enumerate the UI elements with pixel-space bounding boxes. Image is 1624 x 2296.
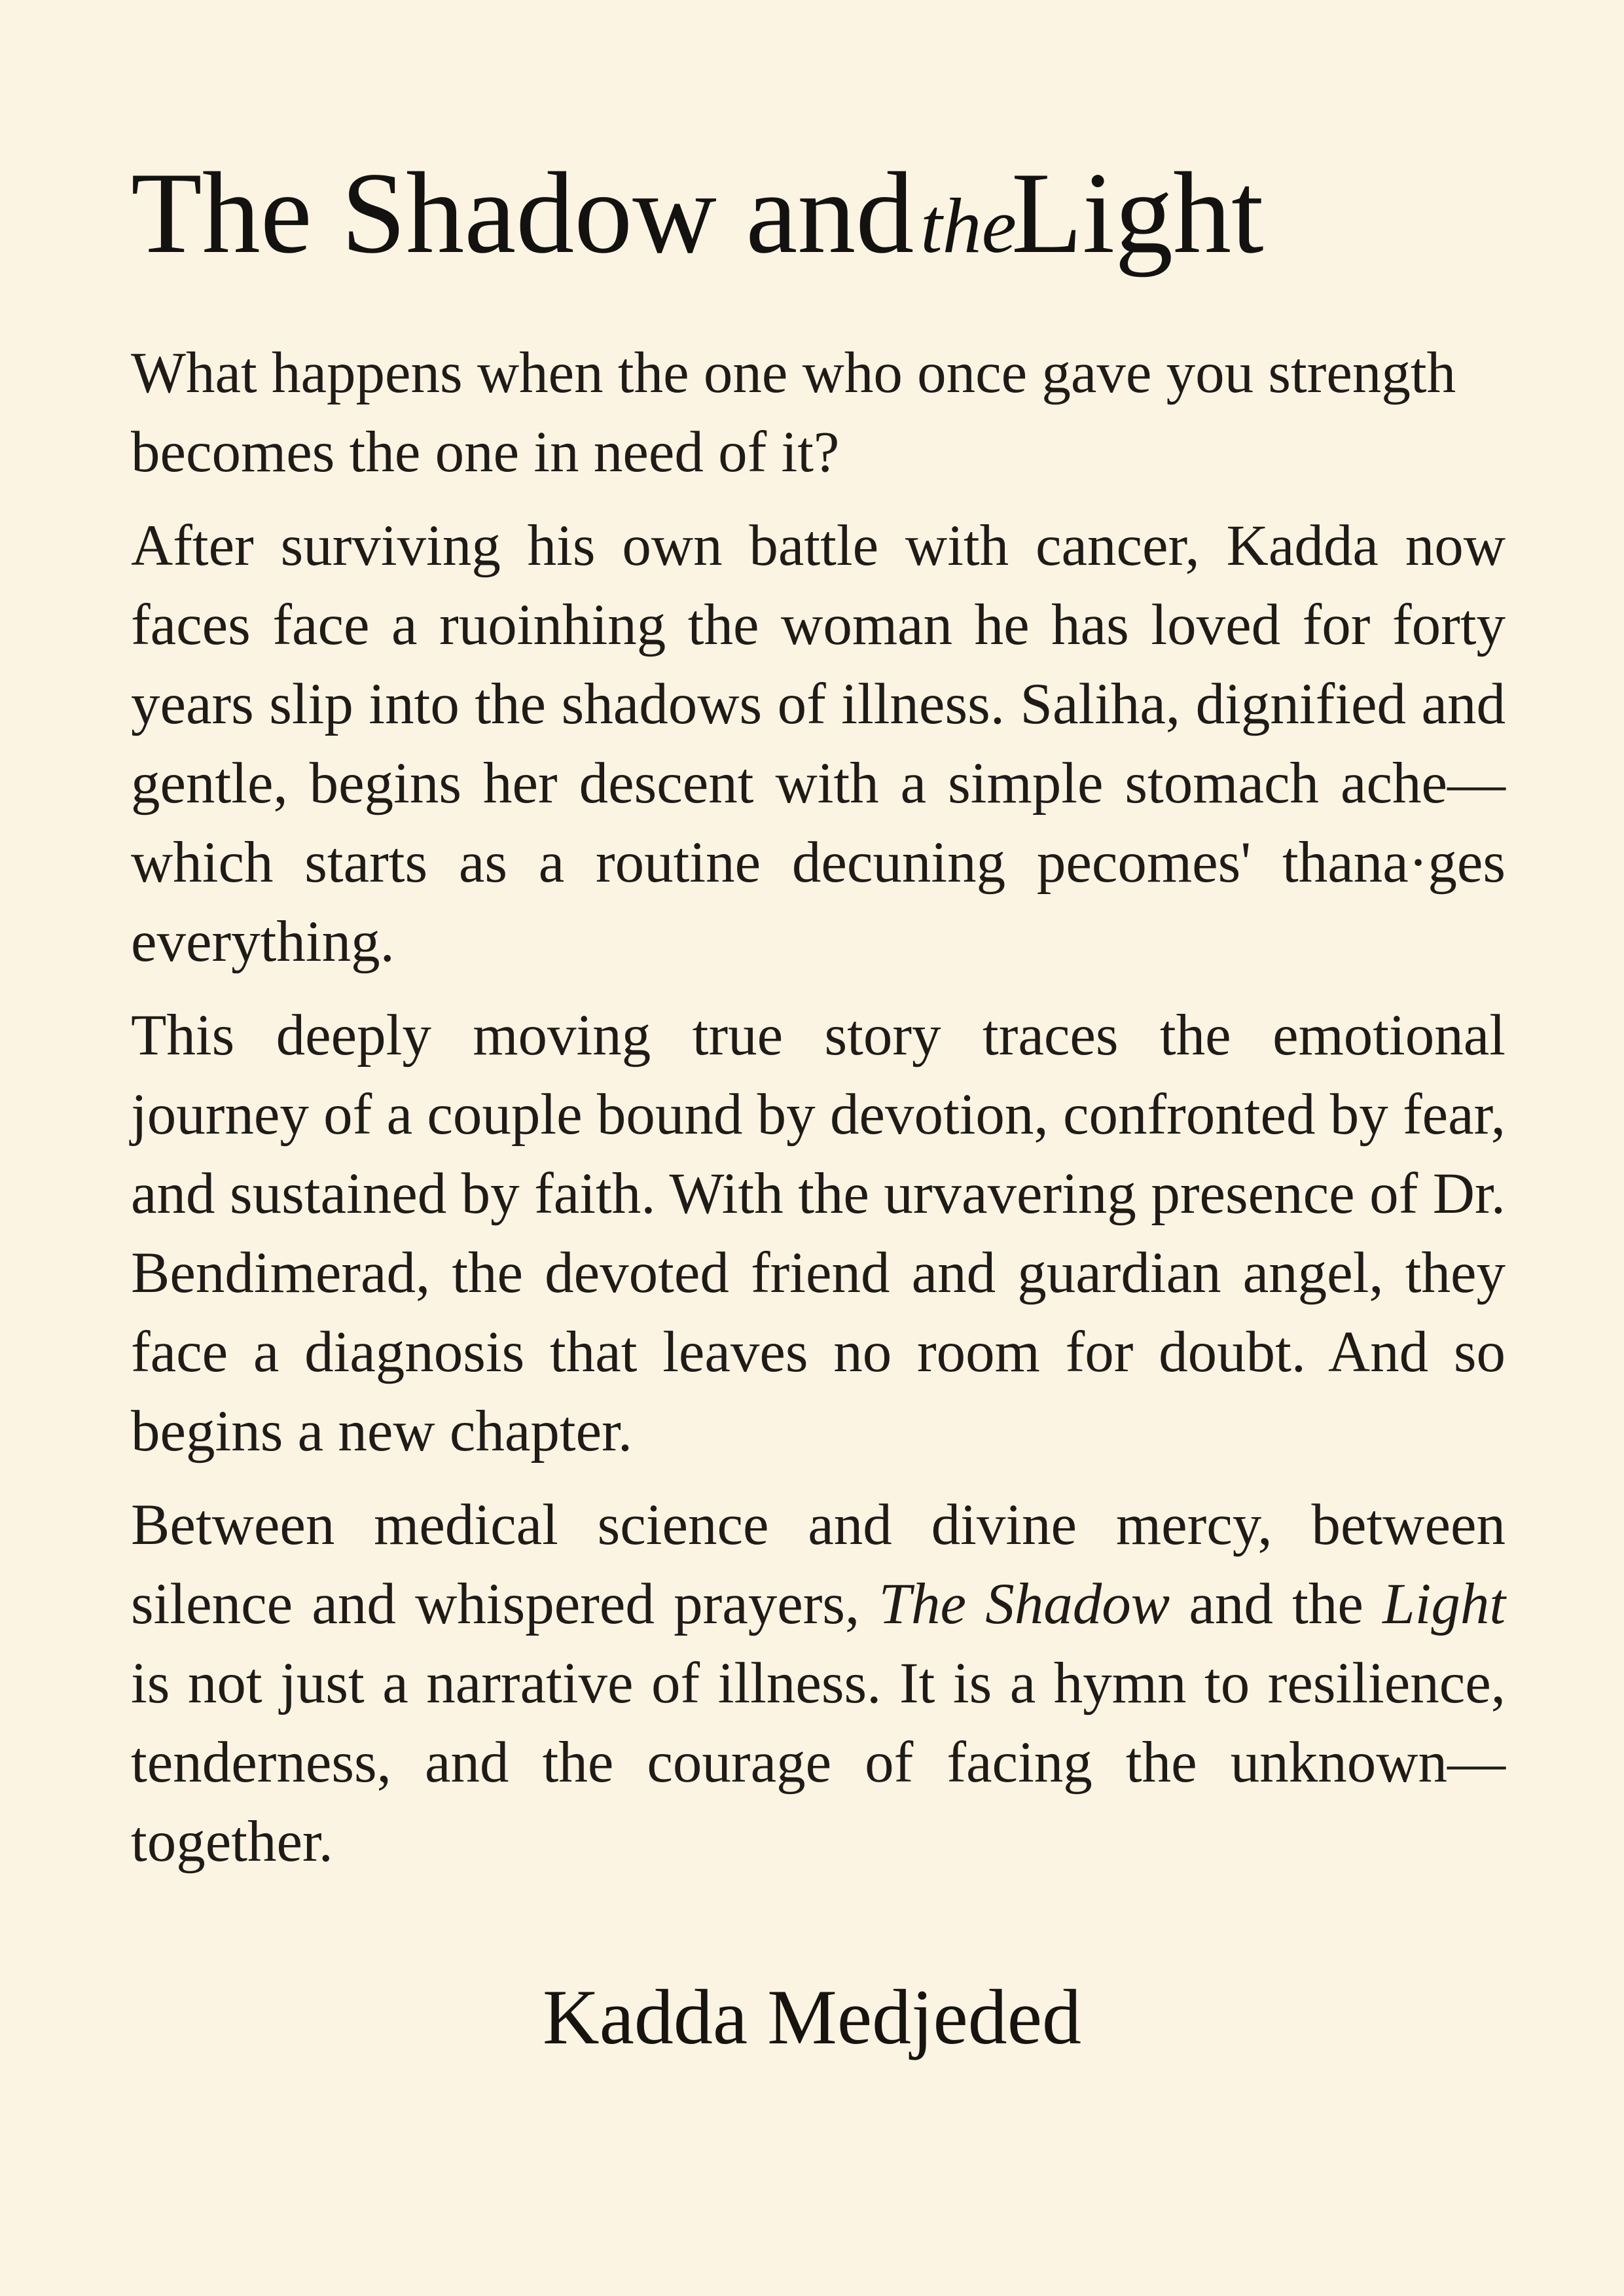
hymn-text-a: Between medical science and divine mercy, between silence and whispered prayers, [131,1493,1506,1636]
title-part-1: The Shadow and [131,148,914,278]
blurb-paragraph-question: What happens when the one who once gave you strength becomes the one in need of it? [131,341,1456,484]
hymn-text-e: is not just a narrative of illness. It is a hymn to resilience, tenderness, and the courage of facing the unknown—together. [131,1651,1506,1874]
hymn-text-c: and the [1189,1572,1363,1636]
hymn-title-shadow: The Shadow [878,1572,1170,1636]
title-part-light: Light [1011,148,1264,278]
book-title [131,149,1538,278]
blurb [131,334,1506,1896]
blurb-paragraph-journey: This deeply moving true story traces the emotional journey of a couple bound by devotion, confronted by fear, and sustained by faith. With the urvavering presence of Dr. Bendimerad, the devoted friend and guardian angel, they face a diagnosis that leaves no room for doubt. And so begins a new chapter. [131,1003,1506,1463]
hymn-title-light: Light [1382,1572,1506,1636]
author-name: Kadda Medjeded [542,1973,1081,2060]
blurb-paragraph-story: After surviving his own battle with cancer, Kadda now faces face a ruoinhing the woman he has loved for forty years slip into the shadows of illness. Saliha, dignified and gentle, begins her descent with a simple stomach ache—which starts as a routine decuning pecomes' thana·ges everything. [131,514,1506,974]
blurb-paragraph-hymn [131,1486,1506,1882]
title-part-the: the [920,182,1017,269]
